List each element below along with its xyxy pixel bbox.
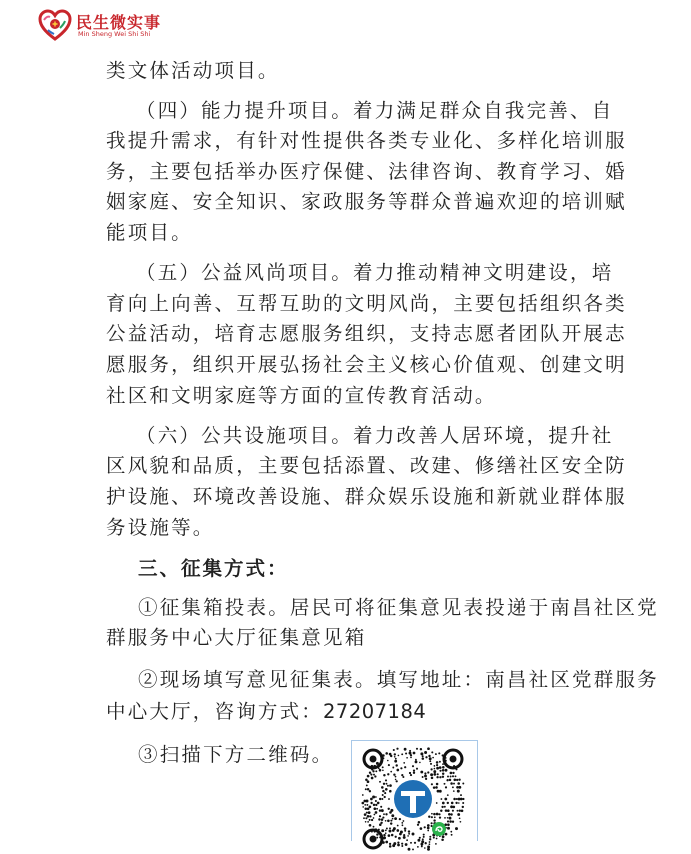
text-line: （四）能力提升项目。着力满足群众自我完善、自 <box>136 99 614 122</box>
text-line: 我提升需求，有针对性提供各类专业化、多样化培训服 <box>106 129 627 152</box>
method-item-1: ①征集箱投表。居民可将征集意见表投递于南昌社区党 <box>138 596 659 619</box>
text-line: 姻家庭、安全知识、家政服务等群众普遍欢迎的培训赋 <box>106 190 627 213</box>
method-item-3: ③扫描下方二维码。 <box>138 743 334 766</box>
brand-subtitle: Min Sheng Wei Shi Shi <box>78 30 151 38</box>
text-line: 社区和文明家庭等方面的宣传教育活动。 <box>106 384 497 407</box>
text-line: 愿服务，组织开展弘扬社会主义核心价值观、创建文明 <box>106 353 627 376</box>
contact-phone[interactable]: 27207184 <box>323 700 427 723</box>
section-heading: 三、征集方式： <box>138 557 289 580</box>
qr-code-icon[interactable] <box>359 745 467 853</box>
text-line: 务设施等。 <box>106 516 215 539</box>
text-line: 区风貌和品质，主要包括添置、改建、修缮社区安全防 <box>106 454 627 477</box>
text-line: 育向上向善、互帮互助的文明风尚，主要包括组织各类 <box>106 292 627 315</box>
text-line: 能项目。 <box>106 221 193 244</box>
method-item-2: ②现场填写意见征集表。填写地址：南昌社区党群服务 <box>138 668 659 691</box>
method-item-1-cont: 群服务中心大厅征集意见箱 <box>106 626 367 649</box>
mini-program-icon <box>432 822 446 836</box>
text-line: （五）公益风尚项目。着力推动精神文明建设，培 <box>136 261 614 284</box>
method-item-2-cont <box>106 696 426 724</box>
text-line: 护设施、环境改善设施、群众娱乐设施和新就业群体服 <box>106 485 627 508</box>
contact-label: 中心大厅，咨询方式： <box>106 700 324 723</box>
brand-title: 民生微实事 <box>76 13 162 32</box>
heart-logo-icon <box>38 8 72 42</box>
brand-logo <box>38 8 198 42</box>
text-line: （六）公共设施项目。着力改善人居环境，提升社 <box>136 424 614 447</box>
text-line: 类文体活动项目。 <box>106 59 280 82</box>
text-line: 务，主要包括举办医疗保健、法律咨询、教育学习、婚 <box>106 160 627 183</box>
text-line: 公益活动，培育志愿服务组织，支持志愿者团队开展志 <box>106 322 627 345</box>
